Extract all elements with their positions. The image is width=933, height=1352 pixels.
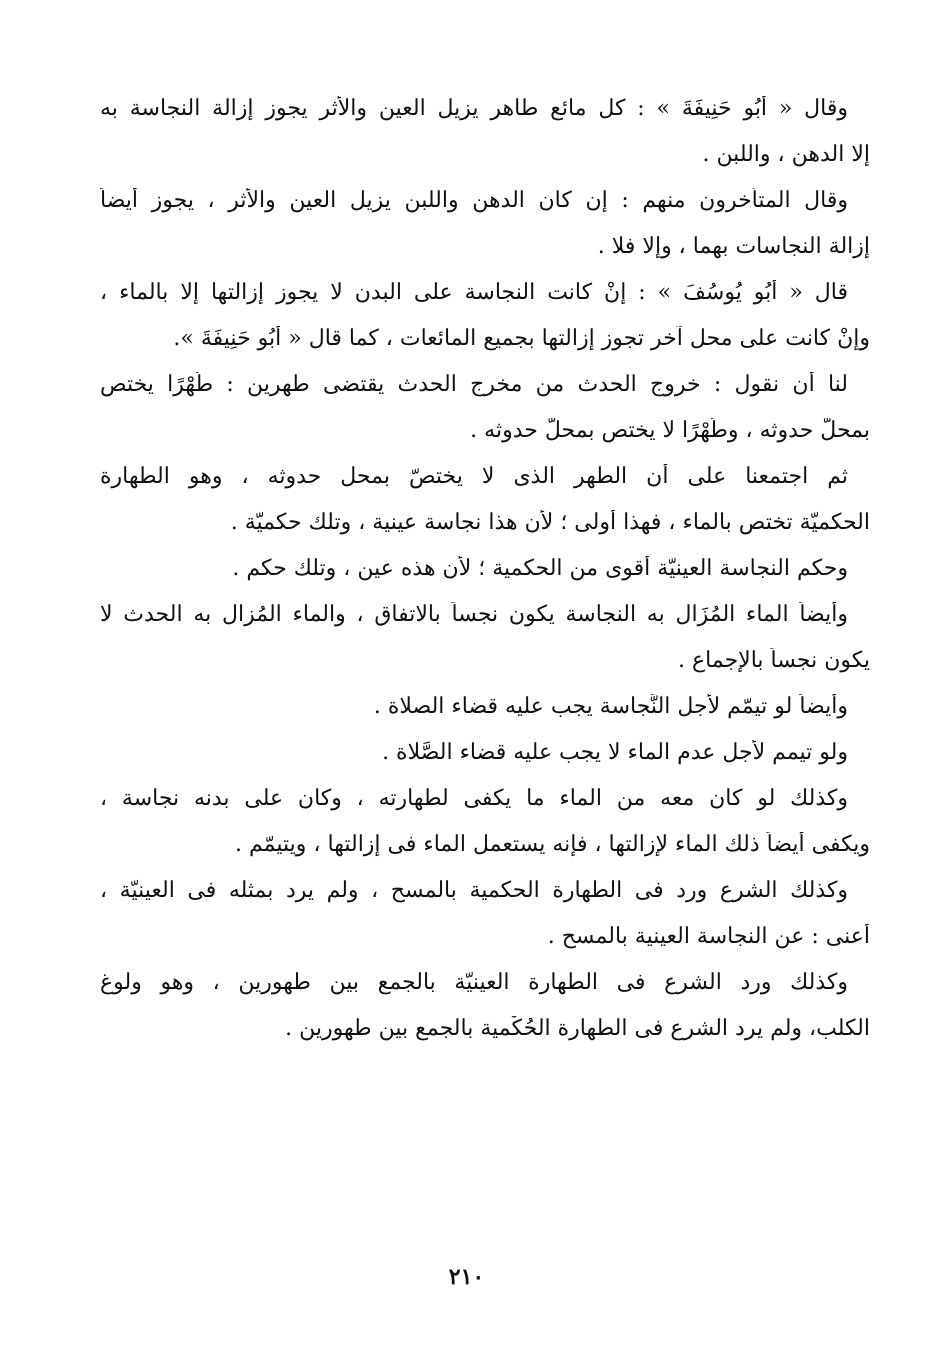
paragraph: [100, 694, 870, 724]
paragraph: [100, 556, 870, 586]
paragraph: [100, 96, 870, 172]
text-line: إزالة النجاسات بهما ، وإلا فلا .: [597, 234, 870, 259]
text-line: يكون نجساً بالإجماع .: [678, 648, 870, 673]
document-body: [100, 96, 870, 1062]
text-line: لنا أن نقول : خروج الحدث من مخرج الحدث يقتضى طهرين : طُهْرًا يختص: [100, 372, 848, 397]
text-line: الكلب، ولم يرد الشرع فى الطهارة الحُكْمية بالجمع بين طهورين .: [285, 1016, 870, 1041]
text-line: أعنى : عن النجاسة العينية بالمسح .: [547, 924, 870, 949]
paragraph: [100, 740, 870, 770]
text-line: وحكم النجاسة العينيّة أقوى من الحكمية ؛ لأن هذه عين ، وتلك حكم .: [232, 556, 848, 581]
text-line: ويكفى أيضاً ذلك الماء لإزالتها ، فإنه يستعمل الماء فى إزالتها ، ويتيمّم .: [235, 832, 870, 857]
text-line: وأيضاً لو تيمّم لأجل النَّجاسة يجب عليه قضاء الصلاة .: [373, 694, 848, 719]
text-line: ولو تيمم لأجل عدم الماء لا يجب عليه قضاء الصَّلاة .: [382, 740, 848, 765]
paragraph: [100, 188, 870, 264]
text-line: وكذلك لو كان معه من الماء ما يكفى لطهارته ، وكان على بدنه نجاسة ،: [100, 786, 848, 811]
paragraph: [100, 280, 870, 356]
text-line: وإنْ كانت على محل آخر تجوز إزالتها بجميع المائعات ، كما قال « أَبُو حَنِيفَةَ ».: [173, 326, 870, 351]
paragraph: [100, 878, 870, 954]
text-line: وكذلك الشرع ورد فى الطهارة الحكمية بالمسح ، ولم يرد بمثله فى العينيّة ،: [100, 878, 848, 903]
page-number: ٢١٠: [448, 1264, 485, 1290]
text-line: قال « أَبُو يُوسُفَ » : إنْ كانت النجاسة على البدن لا يجوز إزالتها إلا بالماء ،: [100, 280, 848, 305]
text-line: ثم اجتمعنا على أن الطهر الذى لا يختصّ بمحل حدوثه ، وهو الطهارة: [100, 464, 848, 489]
text-line: إلا الدهن ، واللبن .: [702, 142, 870, 167]
text-line: وقال المتأخرون منهم : إن كان الدهن واللبن يزيل العين والأثر ، يجوز أيضاً: [100, 188, 848, 213]
paragraph: [100, 786, 870, 862]
text-line: وأيضاً الماء المُزَال به النجاسة يكون نجساً بالاتفاق ، والماء المُزال به الحدث لا: [100, 602, 848, 627]
text-line: الحكميّة تختص بالماء ، فهذا أولى ؛ لأن هذا نجاسة عينية ، وتلك حكميّة .: [230, 510, 870, 535]
text-line: وقال « أَبُو حَنِيفَةَ » : كل مائع طاهر يزيل العين والأثر يجوز إزالة النجاسة به: [100, 96, 848, 121]
paragraph: [100, 372, 870, 448]
paragraph: [100, 602, 870, 678]
paragraph: [100, 970, 870, 1046]
text-line: وكذلك ورد الشرع فى الطهارة العينيّة بالجمع بين طهورين ، وهو ولوغ: [100, 970, 848, 995]
paragraph: [100, 464, 870, 540]
text-line: بمحلّ حدوثه ، وطُهْرًا لا يختص بمحلّ حدوثه .: [470, 418, 870, 443]
